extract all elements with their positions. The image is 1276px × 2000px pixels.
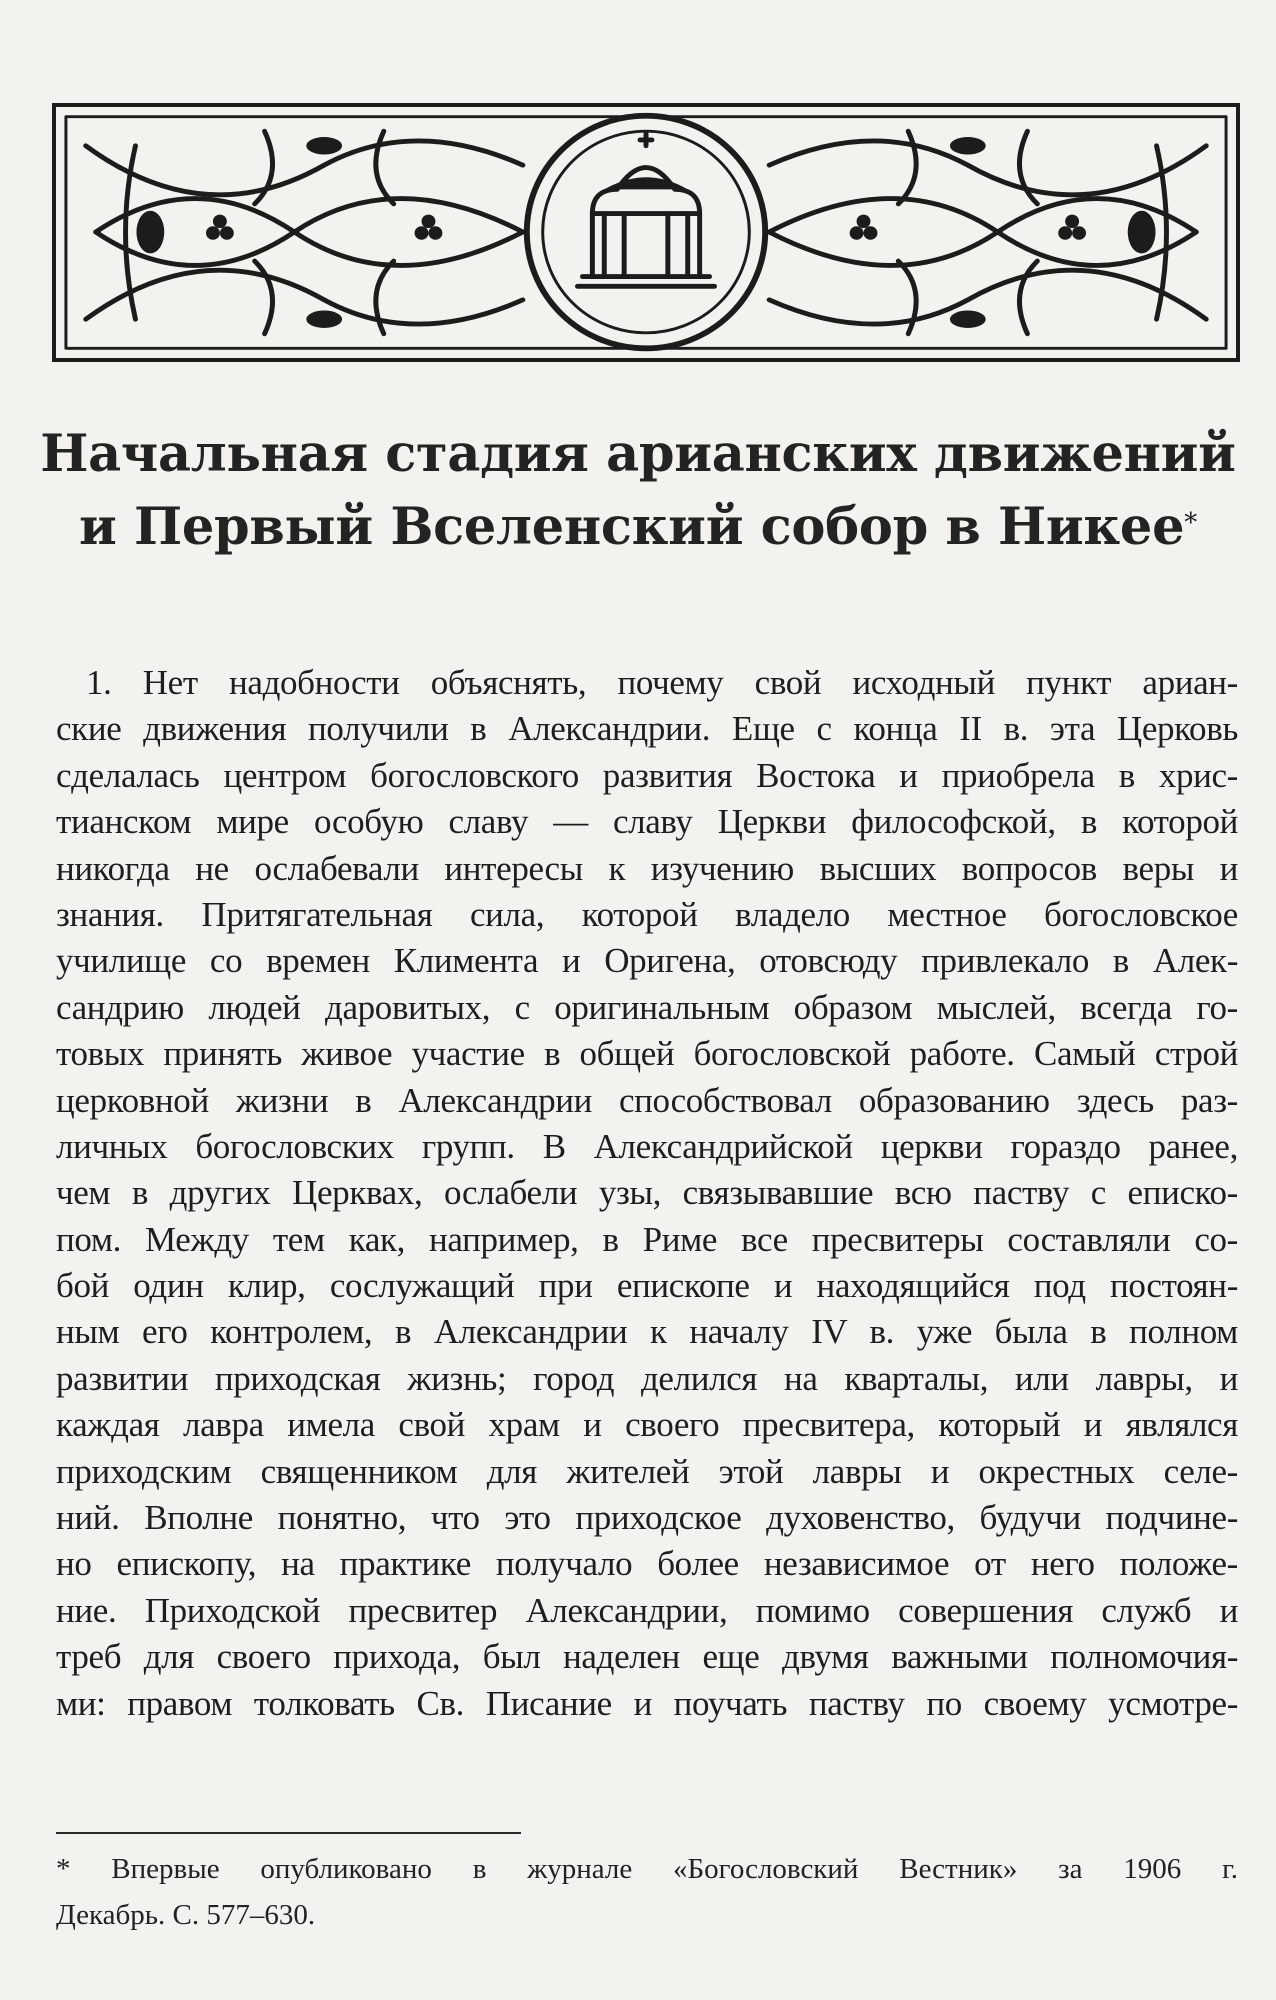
text-line: пом. Между тем как, например, в Риме все пресвитеры составляли со- <box>56 1219 1238 1259</box>
text-line: церковной жизни в Александрии способствовал образованию здесь раз- <box>56 1080 1238 1120</box>
footnote-line-1: * Впервые опубликовано в журнале «Богословский Вестник» за 1906 г. <box>56 1853 1238 1885</box>
text-line: тианском мире особую славу — славу Церкви философской, в которой <box>56 802 1238 842</box>
body-paragraph <box>56 660 1238 1727</box>
text-line: каждая лавра имела свой храм и своего пресвитера, который и являлся <box>56 1405 1238 1445</box>
text-line: ми: правом толковать Св. Писание и поучать паству по своему усмотре- <box>56 1683 1238 1723</box>
chapter-title-line-2 <box>40 491 1236 564</box>
text-line: никогда не ослабевали интересы к изучению высших вопросов веры и <box>56 848 1238 888</box>
footnote <box>56 1846 1238 1938</box>
footnote-divider <box>56 1832 521 1834</box>
text-line: училище со времен Климента и Оригена, отовсюду привлекало в Алек- <box>56 941 1238 981</box>
chapter-title-line-2-text: и Первый Вселенский собор в Никее <box>79 497 1185 557</box>
text-line: треб для своего прихода, был наделен еще двумя важными полномочия- <box>56 1637 1238 1677</box>
text-line: сделалась центром богословского развития Востока и приобрела в хрис- <box>56 755 1238 795</box>
footnote-line-2: Декабрь. С. 577–630. <box>56 1899 316 1931</box>
chapter-title <box>40 418 1236 564</box>
text-line: бой один клир, сослужащий при епископе и находящийся под постоян- <box>56 1266 1238 1306</box>
text-line: чем в других Церквах, ослабели узы, связывавшие всю паству с еписко- <box>56 1173 1238 1213</box>
footnote-marker: * <box>1184 508 1197 538</box>
text-line: 1. Нет надобности объяснять, почему свой исходный пункт ариан- <box>86 663 1238 702</box>
chapter-title-line-1: Начальная стадия арианских движений <box>40 424 1236 484</box>
text-line: ным его контролем, в Александрии к началу IV в. уже была в полном <box>56 1312 1238 1352</box>
text-line: развитии приходская жизнь; город делился на кварталы, или лавры, и <box>56 1358 1238 1398</box>
text-line: но епископу, на практике получало более независимое от него положе- <box>56 1544 1238 1584</box>
text-line: ние. Приходской пресвитер Александрии, помимо совершения служб и <box>56 1590 1238 1630</box>
text-line: знания. Притягательная сила, которой владело местное богословское <box>56 894 1238 934</box>
ornamental-headpiece <box>52 103 1240 362</box>
text-line: товых принять живое участие в общей богословской работе. Самый строй <box>56 1034 1238 1074</box>
text-line: ские движения получили в Александрии. Еще с конца II в. эта Церковь <box>56 709 1238 749</box>
text-line: приходским священником для жителей этой лавры и окрестных селе- <box>56 1451 1238 1491</box>
text-line: сандрию людей даровитых, с оригинальным образом мыслей, всегда го- <box>56 987 1238 1027</box>
ornament-chapel-icon <box>56 107 1236 358</box>
text-line: ний. Вполне понятно, что это приходское духовенство, будучи подчине- <box>56 1498 1238 1538</box>
text-line: личных богословских групп. В Александрийской церкви гораздо ранее, <box>56 1126 1238 1166</box>
